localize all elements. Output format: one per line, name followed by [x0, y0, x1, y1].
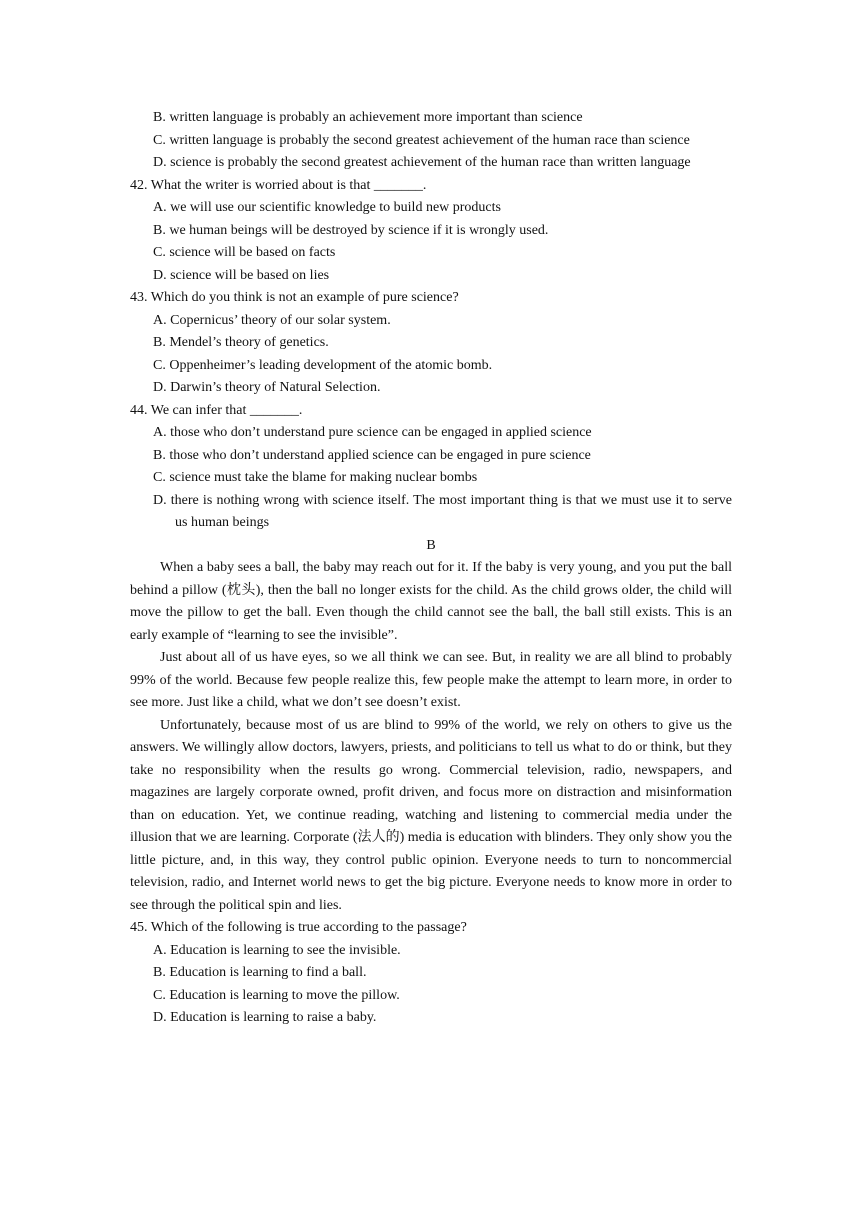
q43-option-d: D. Darwin’s theory of Natural Selection.	[153, 380, 381, 395]
passage-paragraph-3: Unfortunately, because most of us are blind to 99% of the world, we rely on others to give us the answers. We willingly allow doctors, lawyers, priests, and politicians to tell us what to do or think, but they take no responsibility when the results go wrong. Commercial television, radio, newspapers, and magazines are largely corporate owned, profit driven, and focus more on distraction and misinformation than on education. Yet, we continue reading, watching and listening to commercial media under the illusion that we are learning. Corporate (法人的) media is education with blinders. They only show you the little picture, and, in this way, they control public opinion. Everyone needs to turn to noncommercial television, radio, and Internet world news to get the big picture. Everyone needs to know more in order to see through the political spin and lies.	[130, 717, 732, 913]
passage-paragraph-2: Just about all of us have eyes, so we all think we can see. But, in reality we are all blind to probably 99% of the world. Because few people realize this, few people make the attempt to learn more, in order to see more. Just like a child, what we don’t see doesn’t exist.	[130, 650, 732, 710]
q45-option-c: C. Education is learning to move the pillow.	[153, 987, 400, 1003]
q42-option-d: D. science will be based on lies	[153, 267, 330, 283]
q41-option-c: C. written language is probably the second greatest achievement of the human race than science	[153, 132, 690, 148]
q43-stem: 43. Which do you think is not an example of pure science?	[130, 290, 459, 305]
section-b-heading: B	[426, 537, 436, 553]
q41-option-d: D. science is probably the second greatest achievement of the human race than written language	[153, 155, 691, 170]
passage-paragraph-1: When a baby sees a ball, the baby may reach out for it. If the baby is very young, and you put the ball behind a pillow (枕头), then the ball no longer exists for the child. As the child grows older, the child will move the pillow to get the ball. Even though the child cannot see the ball, the ball still exists. This is an early example of “learning to see the invisible”.	[130, 560, 732, 643]
q42-option-c: C. science will be based on facts	[153, 245, 336, 260]
q45-option-d: D. Education is learning to raise a baby.	[153, 1010, 377, 1025]
q41-option-b: B. written language is probably an achievement more important than science	[153, 110, 583, 125]
exam-page	[130, 107, 732, 1030]
q44-option-d: D. there is nothing wrong with science itself. The most important thing is that we must use it to serve us human beings	[153, 492, 732, 530]
q45-option-a: A. Education is learning to see the invisible.	[153, 942, 401, 958]
q45-option-b: B. Education is learning to find a ball.	[153, 965, 367, 980]
q43-option-b: B. Mendel’s theory of genetics.	[153, 335, 329, 350]
q43-option-c: C. Oppenheimer’s leading development of the atomic bomb.	[153, 357, 493, 373]
q43-option-a: A. Copernicus’ theory of our solar system.	[153, 312, 391, 328]
q42-stem: 42. What the writer is worried about is that _______.	[130, 177, 427, 193]
q42-option-a: A. we will use our scientific knowledge to build new products	[153, 200, 501, 215]
q42-option-b: B. we human beings will be destroyed by science if it is wrongly used.	[153, 222, 549, 238]
q44-option-b: B. those who don’t understand applied science can be engaged in pure science	[153, 447, 591, 463]
q45-stem: 45. Which of the following is true according to the passage?	[130, 920, 467, 935]
q44-stem: 44. We can infer that _______.	[130, 402, 303, 418]
q44-option-a: A. those who don’t understand pure science can be engaged in applied science	[153, 425, 592, 440]
q44-option-c: C. science must take the blame for making nuclear bombs	[153, 470, 478, 485]
